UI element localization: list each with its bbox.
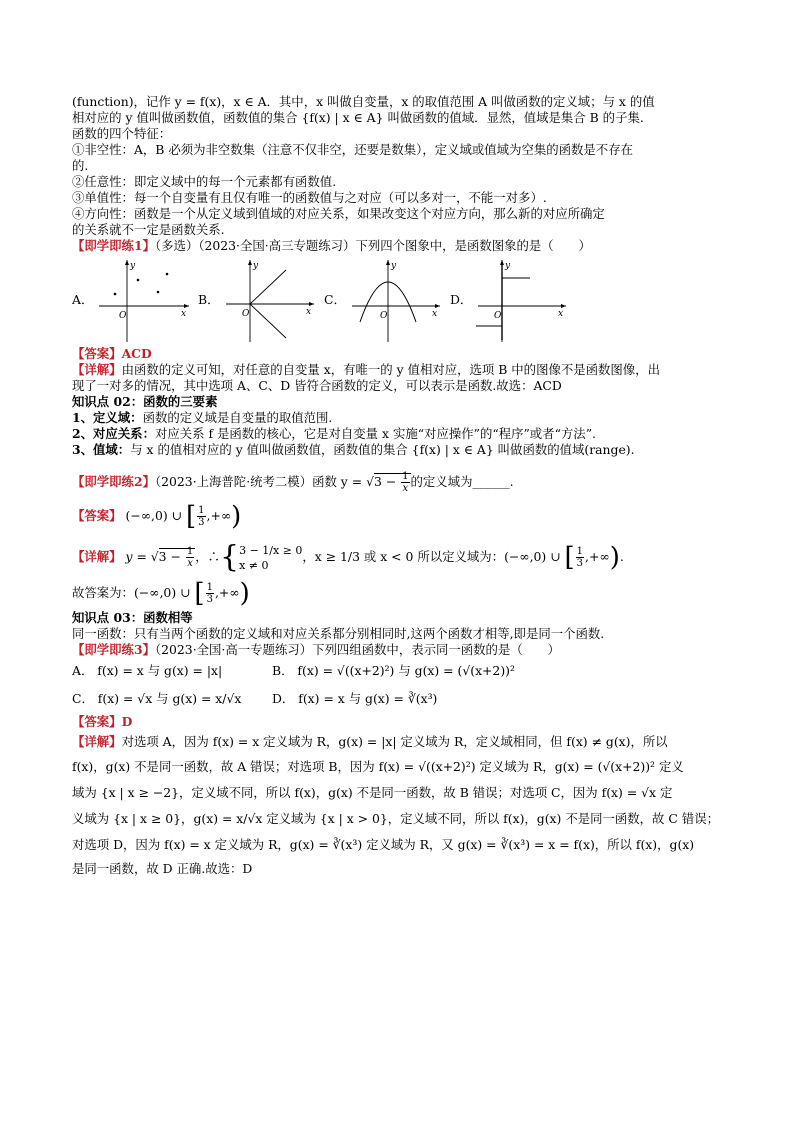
radical-expression: √3 − $\frac{1}{x}$	[366, 471, 409, 494]
exercise-1-prompt	[72, 238, 732, 254]
exercise-3-tag: 【即学即练3】	[72, 642, 155, 657]
exercise-3-detail-5: 对选项 D，因为 f(x) = x 定义域为 R，g(x) = ∛(x³) 定义域为 R，又 g(x) = ∛(x³) = x = f(x)，所以 f(x)，g(x)	[72, 837, 695, 852]
option-d: D． f(x) = x 与 g(x) = ∛(x³)	[272, 691, 438, 706]
graph-c-parabola	[346, 256, 446, 344]
feature-3: ③单值性：每一个自变量有且仅有唯一的函数值与之对应（可以多对一，不能一对多）.	[72, 190, 547, 205]
svg-text:y: y	[505, 261, 511, 271]
svg-text:x: x	[431, 309, 437, 319]
exercise-1-graphs	[72, 254, 732, 346]
exercise-2-tag: 【即学即练2】	[72, 474, 155, 489]
svg-text:x: x	[181, 309, 187, 319]
kp2-item-1	[72, 410, 732, 426]
kp2-item-1-text: 函数的定义域是自变量的取值范围.	[142, 410, 333, 425]
exercise-3-options-row-2	[72, 684, 732, 714]
exercise-2-text-a: （2023·上海普陀·统考二模）函数 y =	[154, 474, 363, 489]
exercise-2-detail: 【详解】 y = √3 − $\frac{1}{x}$ ，∴{ 3 − 1/x ≥ 0 x ≠ 0 ，x ≥ 1/3 或 x < 0 所以定义域为：(−∞,0) ∪ [ $\frac{1}{3}$ ,+∞).	[72, 539, 624, 575]
graph-option-d	[450, 256, 576, 344]
kp2-item-3-text: 与 x 的值相对应的 y 值叫做函数值，函数值的集合 {f(x) | x ∈ A} 叫做函数的值域(range).	[130, 442, 635, 457]
exercise-2-prompt	[72, 470, 732, 494]
answer-interval: (−∞,0) ∪ [ $\frac{1}{3}$ ,+∞)	[125, 501, 242, 532]
graph-b-lines	[220, 256, 320, 344]
svg-text:O: O	[241, 309, 249, 319]
answer-tag-3: 【答案】	[72, 714, 122, 729]
option-a: A． f(x) = x 与 g(x) = |x|	[72, 663, 223, 678]
intro-line-2: 相对应的 y 值叫做函数值，函数值的集合 {f(x) | x ∈ A} 叫做函数的值域．显然，值域是集合 B 的子集.	[72, 110, 644, 125]
exercise-3-detail-4: 义域为 {x | x ≥ 0}，g(x) = x/√x 定义域为 {x | x > 0}，定义域不同，所以 f(x)，g(x) 不是同一函数，故 C 错误；	[72, 811, 719, 826]
condition-1: 3 − 1/x ≥ 0	[239, 543, 303, 557]
exercise-1-tag: 【即学即练1】	[72, 238, 155, 253]
option-c: C． f(x) = √x 与 g(x) = x/√x	[72, 691, 242, 706]
graph-option-a-label: A．	[72, 292, 94, 307]
exercise-2-answer	[72, 502, 732, 530]
kp2-item-3	[72, 442, 732, 458]
kp2-item-2	[72, 426, 732, 442]
graph-option-b-label: B．	[198, 292, 220, 307]
kp3-text: 同一函数：只有当两个函数的定义域和对应关系都分别相同时,这两个函数才相等,即是同一个函数.	[72, 626, 605, 641]
exercise-3-detail-2: f(x)，g(x) 不是同一函数，故 A 错误；对选项 B，因为 f(x) = √((x+2)²) 定义域为 R，g(x) = (√(x+2))² 定义	[72, 759, 684, 774]
exercise-2-text-b: 的定义域为______.	[410, 474, 514, 489]
svg-text:y: y	[130, 261, 136, 271]
graph-option-c	[324, 256, 450, 344]
exercise-3-answer	[72, 714, 732, 730]
detail-mid: ，x ≥ 1/3 或 x < 0 所以定义域为：	[302, 549, 505, 564]
exercise-3-text: （2023·全国·高一专题练习）下列四组函数中，表示同一函数的是（ ）	[154, 642, 560, 657]
detail-tag-2: 【详解】	[72, 549, 122, 564]
exercise-3-detail-1	[72, 730, 732, 754]
exercise-2-final: 故答案为：(−∞,0) ∪ [ $\frac{1}{3}$ ,+∞)	[72, 578, 250, 609]
graph-option-d-label: D．	[450, 292, 473, 307]
svg-text:y: y	[390, 261, 396, 271]
final-label: 故答案为：	[72, 585, 134, 600]
detail-tag: 【详解】	[72, 362, 122, 377]
kp2-title: 知识点 02：函数的三要素	[72, 394, 218, 409]
graph-option-c-label: C．	[324, 292, 346, 307]
exercise-3-options-row-1	[72, 658, 732, 684]
exercise-1-detail-1	[72, 362, 732, 378]
condition-2: x ≠ 0	[239, 558, 269, 572]
graph-option-a	[72, 256, 198, 344]
svg-text:y: y	[252, 261, 258, 271]
feature-2: ②任意性：即定义域中的每一个元素都有函数值.	[72, 174, 337, 189]
svg-text:x: x	[305, 307, 311, 317]
intro-line-3: 函数的四个特征：	[72, 126, 172, 141]
feature-1a: ①非空性：A，B 必须为非空数集（注意不仅非空，还要是数集），定义域或值域为空集的函数是不存在	[72, 142, 633, 157]
exercise-1-detail-2: 现了一对多的情况，其中选项 A、C、D 皆符合函数的定义，可以表示是函数.故选：ACD	[72, 378, 562, 393]
answer-value: ACD	[121, 346, 152, 361]
exercise-3-detail-6: 是同一函数，故 D 正确.故选：D	[72, 861, 253, 876]
condition-system	[239, 543, 302, 573]
option-b: B． f(x) = √((x+2)²) 与 g(x) = (√(x+2))²	[272, 663, 515, 678]
graph-d-step	[472, 256, 572, 344]
intro-line-1: (function)，记作 y = f(x)，x ∈ A．其中，x 叫做自变量，x 的取值范围 A 叫做函数的定义域；与 x 的值	[72, 94, 655, 109]
svg-text:x: x	[558, 309, 564, 319]
answer-tag-2: 【答案】	[72, 508, 122, 523]
svg-text:O: O	[379, 311, 388, 321]
answer-tag: 【答案】	[72, 346, 122, 361]
svg-text:O: O	[494, 311, 502, 321]
exercise-3-detail-3: 域为 {x | x ≥ −2}，定义域不同，所以 f(x)，g(x) 不是同一函数，故 B 错误；对选项 C，因为 f(x) = √x 定	[72, 785, 673, 800]
kp2-item-2-text: 对应关系 f 是函数的核心，它是对自变量 x 实施“对应操作”的“程序”或者“方法”.	[154, 426, 596, 441]
kp2-item-3-label: 3、值域：	[72, 442, 131, 457]
graph-option-b	[198, 256, 324, 344]
answer-value-3: D	[121, 714, 133, 729]
kp2-item-2-label: 2、对应关系：	[72, 426, 155, 441]
detail-text: 由函数的定义可知，对任意的自变量 x，有唯一的 y 值相对应，选项 B 中的图像不是函数图像，出	[121, 362, 660, 377]
svg-text:O: O	[119, 311, 127, 321]
feature-1b: 的.	[72, 158, 89, 173]
exercise-1-text: （多选）（2023·全国·高三专题练习）下列四个图象中，是函数图象的是（ ）	[154, 238, 591, 253]
kp3-title: 知识点 03：函数相等	[72, 610, 193, 625]
exercise-1-answer	[72, 346, 732, 362]
feature-4a: ④方向性：函数是一个从定义域到值域的对应关系，如果改变这个对应方向，那么新的对应所确定	[72, 206, 605, 221]
exercise-3-prompt	[72, 642, 732, 658]
document-page	[72, 94, 732, 880]
graph-a-scatter	[93, 256, 193, 344]
feature-4b: 的关系就不一定是函数关系.	[72, 222, 225, 237]
detail-tag-3: 【详解】	[72, 734, 122, 749]
detail-3-line-1: 对选项 A，因为 f(x) = x 定义域为 R，g(x) = |x| 定义域为 R，定义域相同，但 f(x) ≠ g(x)，所以	[121, 734, 668, 749]
kp2-item-1-label: 1、定义域：	[72, 410, 143, 425]
